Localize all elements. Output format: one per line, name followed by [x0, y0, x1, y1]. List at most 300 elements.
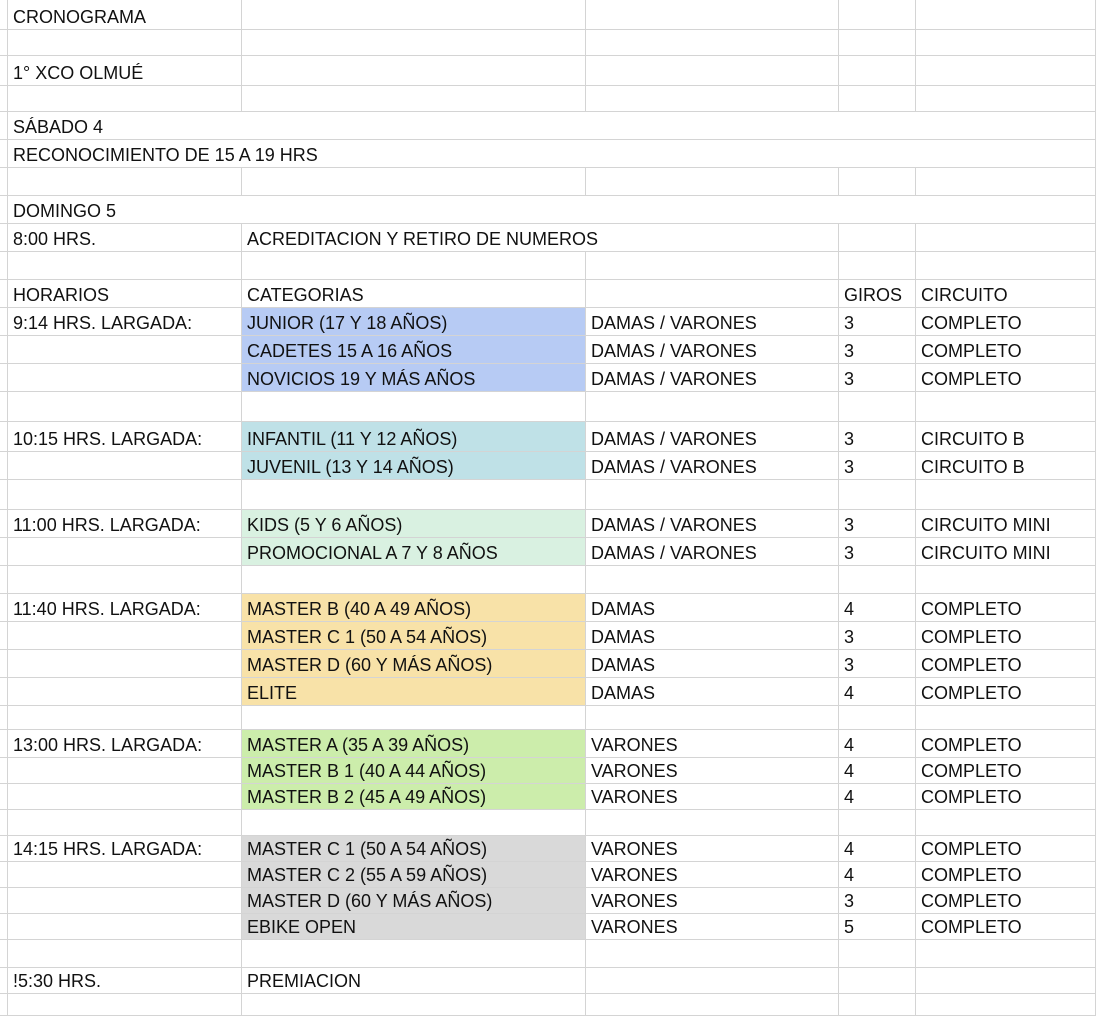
- cell-text: 3: [844, 341, 855, 361]
- row-gutter: [0, 862, 8, 888]
- cell-text: DAMAS / VARONES: [591, 515, 757, 535]
- cell-text: JUNIOR (17 Y 18 AÑOS): [247, 313, 448, 333]
- cell-categoria[interactable]: [242, 510, 586, 538]
- cell-giros[interactable]: [839, 280, 916, 308]
- cell-giros[interactable]: [839, 968, 916, 994]
- cell-circuito[interactable]: [916, 888, 1096, 914]
- cell-categoria[interactable]: [242, 836, 586, 862]
- row-gutter: [0, 86, 8, 112]
- row-gutter: [0, 422, 8, 452]
- row-gutter: [0, 784, 8, 810]
- cell-categoria[interactable]: [242, 566, 586, 594]
- cell-circuito[interactable]: [916, 940, 1096, 968]
- cell-text: DOMINGO 5: [13, 201, 117, 221]
- cell-horario[interactable]: [8, 510, 242, 538]
- cell-text: CIRCUITO MINI: [921, 515, 1051, 535]
- cell-text: VARONES: [591, 865, 678, 885]
- cell-text: CADETES 15 A 16 AÑOS: [247, 341, 453, 361]
- cell-genero[interactable]: [586, 836, 839, 862]
- row-gutter: [0, 196, 8, 224]
- cell-text: DAMAS / VARONES: [591, 543, 757, 563]
- cell-text: 1° XCO OLMUÉ: [13, 63, 144, 83]
- row-gutter: [0, 252, 8, 280]
- cell-text: COMPLETO: [921, 735, 1022, 755]
- row-gutter: [0, 112, 8, 140]
- cell-genero[interactable]: [586, 940, 839, 968]
- row-gutter: [0, 168, 8, 196]
- cell-text: MASTER C 1 (50 A 54 AÑOS): [247, 627, 488, 647]
- cell-giros[interactable]: [839, 914, 916, 940]
- cell-text: COMPLETO: [921, 917, 1022, 937]
- cell-genero[interactable]: [586, 758, 839, 784]
- row-gutter: [0, 706, 8, 730]
- cell-circuito[interactable]: [916, 862, 1096, 888]
- cell-horario[interactable]: [8, 538, 242, 566]
- cell-section-title[interactable]: [8, 140, 1096, 168]
- cell-text: CATEGORIAS: [247, 285, 364, 305]
- cell-text: COMPLETO: [921, 787, 1022, 807]
- cell-giros[interactable]: [839, 784, 916, 810]
- cell-genero[interactable]: [586, 452, 839, 480]
- cell-horario[interactable]: [8, 30, 242, 56]
- cell-text: MASTER B 1 (40 A 44 AÑOS): [247, 761, 487, 781]
- cell-horario[interactable]: [8, 168, 242, 196]
- cell-text: VARONES: [591, 917, 678, 937]
- cell-horario[interactable]: [8, 650, 242, 678]
- cell-text: DAMAS / VARONES: [591, 369, 757, 389]
- row-gutter: [0, 56, 8, 86]
- cell-horario[interactable]: [8, 678, 242, 706]
- cell-giros[interactable]: [839, 364, 916, 392]
- cell-text: DAMAS / VARONES: [591, 429, 757, 449]
- cell-categoria[interactable]: [242, 422, 586, 452]
- cell-categoria[interactable]: [242, 280, 586, 308]
- cell-giros[interactable]: [839, 422, 916, 452]
- cell-genero[interactable]: [586, 784, 839, 810]
- cell-circuito[interactable]: [916, 86, 1096, 112]
- row-gutter: [0, 510, 8, 538]
- cell-giros[interactable]: [839, 678, 916, 706]
- row-gutter: [0, 678, 8, 706]
- cell-circuito[interactable]: [916, 758, 1096, 784]
- cell-horario[interactable]: [8, 784, 242, 810]
- cell-text: VARONES: [591, 839, 678, 859]
- cell-circuito[interactable]: [916, 622, 1096, 650]
- cell-genero[interactable]: [586, 810, 839, 836]
- cell-horario[interactable]: [8, 566, 242, 594]
- cell-categoria[interactable]: [242, 650, 586, 678]
- cell-giros[interactable]: [839, 994, 916, 1016]
- cell-circuito[interactable]: [916, 224, 1096, 252]
- cell-text: 4: [844, 839, 855, 859]
- cell-giros[interactable]: [839, 836, 916, 862]
- cell-horario[interactable]: [8, 0, 242, 30]
- cell-genero[interactable]: [586, 336, 839, 364]
- cell-text: DAMAS: [591, 627, 656, 647]
- cell-categoria[interactable]: [242, 784, 586, 810]
- cell-text: CIRCUITO: [921, 285, 1008, 305]
- cell-text: 4: [844, 683, 855, 703]
- cell-giros[interactable]: [839, 452, 916, 480]
- cell-horario[interactable]: [8, 594, 242, 622]
- cell-categoria[interactable]: [242, 364, 586, 392]
- cell-giros[interactable]: [839, 940, 916, 968]
- cell-circuito[interactable]: [916, 452, 1096, 480]
- row-gutter: [0, 622, 8, 650]
- row-gutter: [0, 940, 8, 968]
- cell-genero[interactable]: [586, 168, 839, 196]
- cell-text: MASTER D (60 Y MÁS AÑOS): [247, 655, 493, 675]
- cell-giros[interactable]: [839, 888, 916, 914]
- cell-genero[interactable]: [586, 622, 839, 650]
- cell-giros[interactable]: [839, 862, 916, 888]
- cell-text: MASTER C 1 (50 A 54 AÑOS): [247, 839, 488, 859]
- row-gutter: [0, 810, 8, 836]
- cell-horario[interactable]: [8, 810, 242, 836]
- cell-categoria[interactable]: [242, 810, 586, 836]
- cell-text: DAMAS: [591, 683, 656, 703]
- cell-giros[interactable]: [839, 86, 916, 112]
- cell-genero[interactable]: [586, 0, 839, 30]
- row-gutter: [0, 888, 8, 914]
- cell-circuito[interactable]: [916, 730, 1096, 758]
- cell-genero[interactable]: [586, 650, 839, 678]
- cell-categoria[interactable]: [242, 994, 586, 1016]
- cell-text: 4: [844, 735, 855, 755]
- cell-categoria[interactable]: [242, 594, 586, 622]
- cell-circuito[interactable]: [916, 566, 1096, 594]
- row-gutter: [0, 758, 8, 784]
- cell-section-title[interactable]: [8, 112, 1096, 140]
- cell-genero[interactable]: [586, 86, 839, 112]
- cell-circuito[interactable]: [916, 510, 1096, 538]
- cell-genero[interactable]: [586, 56, 839, 86]
- cell-categoria[interactable]: [242, 940, 586, 968]
- cell-giros[interactable]: [839, 622, 916, 650]
- cell-text: INFANTIL (11 Y 12 AÑOS): [247, 429, 458, 449]
- cell-text: MASTER A (35 A 39 AÑOS): [247, 735, 470, 755]
- cell-genero[interactable]: [586, 968, 839, 994]
- cell-horario[interactable]: [8, 730, 242, 758]
- cell-text: 10:15 HRS. LARGADA:: [13, 429, 203, 449]
- cell-text: MASTER B (40 A 49 AÑOS): [247, 599, 472, 619]
- cell-genero[interactable]: [586, 566, 839, 594]
- cell-giros[interactable]: [839, 510, 916, 538]
- cell-horario[interactable]: [8, 914, 242, 940]
- cell-text: DAMAS / VARONES: [591, 341, 757, 361]
- cell-giros[interactable]: [839, 168, 916, 196]
- cell-categoria[interactable]: [242, 862, 586, 888]
- cell-genero[interactable]: [586, 422, 839, 452]
- cell-horario[interactable]: [8, 836, 242, 862]
- cell-horario[interactable]: [8, 452, 242, 480]
- row-gutter: [0, 280, 8, 308]
- cell-giros[interactable]: [839, 480, 916, 510]
- cell-text: PROMOCIONAL A 7 Y 8 AÑOS: [247, 543, 498, 563]
- cell-categoria[interactable]: [242, 706, 586, 730]
- cell-categoria[interactable]: [242, 308, 586, 336]
- cell-giros[interactable]: [839, 308, 916, 336]
- cell-text: COMPLETO: [921, 369, 1022, 389]
- cell-text: 3: [844, 655, 855, 675]
- cell-horario[interactable]: [8, 622, 242, 650]
- cell-horario[interactable]: [8, 758, 242, 784]
- cell-text: MASTER B 2 (45 A 49 AÑOS): [247, 787, 487, 807]
- cell-categoria[interactable]: [242, 224, 839, 252]
- cell-text: 4: [844, 787, 855, 807]
- cell-circuito[interactable]: [916, 968, 1096, 994]
- cell-text: 3: [844, 429, 855, 449]
- row-gutter: [0, 224, 8, 252]
- cell-text: GIROS: [844, 285, 903, 305]
- cell-text: VARONES: [591, 761, 678, 781]
- cell-text: ELITE: [247, 683, 298, 703]
- cell-text: COMPLETO: [921, 655, 1022, 675]
- cell-horario[interactable]: [8, 888, 242, 914]
- cell-text: JUVENIL (13 Y 14 AÑOS): [247, 457, 454, 477]
- cell-horario[interactable]: [8, 86, 242, 112]
- row-gutter: [0, 538, 8, 566]
- cell-text: MASTER C 2 (55 A 59 AÑOS): [247, 865, 488, 885]
- cell-giros[interactable]: [839, 810, 916, 836]
- cell-genero[interactable]: [586, 862, 839, 888]
- cell-text: 11:00 HRS. LARGADA:: [13, 515, 201, 535]
- row-gutter: [0, 566, 8, 594]
- cell-text: HORARIOS: [13, 285, 110, 305]
- cell-text: COMPLETO: [921, 839, 1022, 859]
- cell-text: COMPLETO: [921, 865, 1022, 885]
- row-gutter: [0, 594, 8, 622]
- cell-horario[interactable]: [8, 940, 242, 968]
- cell-text: SÁBADO 4: [13, 117, 104, 137]
- cell-text: RECONOCIMIENTO DE 15 A 19 HRS: [13, 145, 318, 165]
- cell-horario[interactable]: [8, 336, 242, 364]
- cell-text: 3: [844, 891, 855, 911]
- cell-horario[interactable]: [8, 364, 242, 392]
- cell-circuito[interactable]: [916, 0, 1096, 30]
- cell-text: 8:00 HRS.: [13, 229, 97, 249]
- cell-categoria[interactable]: [242, 392, 586, 422]
- cell-text: 3: [844, 543, 855, 563]
- cell-genero[interactable]: [586, 706, 839, 730]
- cell-text: ACREDITACION Y RETIRO DE NUMEROS: [247, 229, 599, 249]
- cell-giros[interactable]: [839, 538, 916, 566]
- cell-categoria[interactable]: [242, 678, 586, 706]
- cell-text: 4: [844, 599, 855, 619]
- cell-text: CIRCUITO B: [921, 429, 1025, 449]
- cell-categoria[interactable]: [242, 888, 586, 914]
- row-gutter: [0, 730, 8, 758]
- cell-text: 3: [844, 457, 855, 477]
- cell-giros[interactable]: [839, 392, 916, 422]
- cell-text: COMPLETO: [921, 341, 1022, 361]
- cell-text: VARONES: [591, 735, 678, 755]
- cell-text: 13:00 HRS. LARGADA:: [13, 735, 203, 755]
- cell-text: COMPLETO: [921, 627, 1022, 647]
- cell-categoria[interactable]: [242, 622, 586, 650]
- cell-categoria[interactable]: [242, 0, 586, 30]
- cell-categoria[interactable]: [242, 86, 586, 112]
- row-gutter: [0, 392, 8, 422]
- cell-circuito[interactable]: [916, 678, 1096, 706]
- cell-genero[interactable]: [586, 392, 839, 422]
- row-gutter: [0, 968, 8, 994]
- cell-text: 3: [844, 313, 855, 333]
- cell-genero[interactable]: [586, 364, 839, 392]
- cell-circuito[interactable]: [916, 422, 1096, 452]
- row-gutter: [0, 140, 8, 168]
- cell-giros[interactable]: [839, 336, 916, 364]
- cell-circuito[interactable]: [916, 810, 1096, 836]
- cell-circuito[interactable]: [916, 252, 1096, 280]
- cell-circuito[interactable]: [916, 56, 1096, 86]
- cell-circuito[interactable]: [916, 280, 1096, 308]
- cell-genero[interactable]: [586, 994, 839, 1016]
- cell-genero[interactable]: [586, 480, 839, 510]
- cell-giros[interactable]: [839, 730, 916, 758]
- cell-circuito[interactable]: [916, 480, 1096, 510]
- row-gutter: [0, 480, 8, 510]
- cell-horario[interactable]: [8, 308, 242, 336]
- cell-text: 14:15 HRS. LARGADA:: [13, 839, 203, 859]
- cell-text: VARONES: [591, 891, 678, 911]
- cell-section-title[interactable]: [8, 196, 1096, 224]
- cell-text: 3: [844, 515, 855, 535]
- cell-horario[interactable]: [8, 252, 242, 280]
- cell-giros[interactable]: [839, 224, 916, 252]
- cell-text: DAMAS / VARONES: [591, 457, 757, 477]
- cell-categoria[interactable]: [242, 336, 586, 364]
- cell-genero[interactable]: [586, 888, 839, 914]
- cell-giros[interactable]: [839, 758, 916, 784]
- cell-text: 4: [844, 865, 855, 885]
- cell-text: CRONOGRAMA: [13, 7, 147, 27]
- cell-categoria[interactable]: [242, 30, 586, 56]
- cell-text: NOVICIOS 19 Y MÁS AÑOS: [247, 369, 476, 389]
- cell-text: KIDS (5 Y 6 AÑOS): [247, 515, 403, 535]
- cell-giros[interactable]: [839, 706, 916, 730]
- cell-giros[interactable]: [839, 56, 916, 86]
- row-gutter: [0, 836, 8, 862]
- cell-text: DAMAS: [591, 599, 656, 619]
- row-gutter: [0, 308, 8, 336]
- cell-genero[interactable]: [586, 914, 839, 940]
- cell-text: COMPLETO: [921, 761, 1022, 781]
- cell-text: COMPLETO: [921, 313, 1022, 333]
- cell-horario[interactable]: [8, 280, 242, 308]
- cell-genero[interactable]: [586, 730, 839, 758]
- cell-text: 3: [844, 627, 855, 647]
- cell-genero[interactable]: [586, 538, 839, 566]
- cell-categoria[interactable]: [242, 452, 586, 480]
- cell-text: COMPLETO: [921, 599, 1022, 619]
- row-gutter: [0, 452, 8, 480]
- cell-text: 11:40 HRS. LARGADA:: [13, 599, 201, 619]
- cell-categoria[interactable]: [242, 968, 586, 994]
- cell-giros[interactable]: [839, 252, 916, 280]
- row-gutter: [0, 336, 8, 364]
- cell-circuito[interactable]: [916, 392, 1096, 422]
- cell-giros[interactable]: [839, 650, 916, 678]
- cell-horario[interactable]: [8, 392, 242, 422]
- cell-text: CIRCUITO MINI: [921, 543, 1051, 563]
- cell-categoria[interactable]: [242, 758, 586, 784]
- cell-text: DAMAS / VARONES: [591, 313, 757, 333]
- cell-text: PREMIACION: [247, 971, 362, 991]
- cell-circuito[interactable]: [916, 836, 1096, 862]
- cell-text: 5: [844, 917, 855, 937]
- row-gutter: [0, 994, 8, 1016]
- cell-categoria[interactable]: [242, 168, 586, 196]
- cell-text: 9:14 HRS. LARGADA:: [13, 313, 193, 333]
- cell-horario[interactable]: [8, 862, 242, 888]
- cell-text: CIRCUITO B: [921, 457, 1025, 477]
- cell-categoria[interactable]: [242, 914, 586, 940]
- cell-circuito[interactable]: [916, 594, 1096, 622]
- cell-giros[interactable]: [839, 0, 916, 30]
- cell-genero[interactable]: [586, 30, 839, 56]
- cell-circuito[interactable]: [916, 914, 1096, 940]
- cell-giros[interactable]: [839, 566, 916, 594]
- cell-circuito[interactable]: [916, 364, 1096, 392]
- cell-genero[interactable]: [586, 280, 839, 308]
- cell-horario[interactable]: [8, 706, 242, 730]
- cell-genero[interactable]: [586, 308, 839, 336]
- cell-genero[interactable]: [586, 252, 839, 280]
- cell-text: EBIKE OPEN: [247, 917, 357, 937]
- cell-horario[interactable]: [8, 994, 242, 1016]
- cell-horario[interactable]: [8, 224, 242, 252]
- cell-circuito[interactable]: [916, 30, 1096, 56]
- cell-circuito[interactable]: [916, 168, 1096, 196]
- cell-horario[interactable]: [8, 422, 242, 452]
- cell-horario[interactable]: [8, 56, 242, 86]
- cell-genero[interactable]: [586, 594, 839, 622]
- cell-circuito[interactable]: [916, 336, 1096, 364]
- row-gutter: [0, 0, 8, 30]
- cell-categoria[interactable]: [242, 480, 586, 510]
- cell-circuito[interactable]: [916, 994, 1096, 1016]
- cell-text: COMPLETO: [921, 683, 1022, 703]
- cell-horario[interactable]: [8, 968, 242, 994]
- cell-genero[interactable]: [586, 510, 839, 538]
- cell-categoria[interactable]: [242, 730, 586, 758]
- row-gutter: [0, 364, 8, 392]
- cell-horario[interactable]: [8, 480, 242, 510]
- cell-circuito[interactable]: [916, 308, 1096, 336]
- cell-categoria[interactable]: [242, 252, 586, 280]
- cell-text: DAMAS: [591, 655, 656, 675]
- cell-text: VARONES: [591, 787, 678, 807]
- cell-genero[interactable]: [586, 678, 839, 706]
- cell-categoria[interactable]: [242, 538, 586, 566]
- row-gutter: [0, 650, 8, 678]
- cell-text: 3: [844, 369, 855, 389]
- cell-text: COMPLETO: [921, 891, 1022, 911]
- cell-text: !5:30 HRS.: [13, 971, 102, 991]
- row-gutter: [0, 30, 8, 56]
- cell-text: MASTER D (60 Y MÁS AÑOS): [247, 891, 493, 911]
- cell-categoria[interactable]: [242, 56, 586, 86]
- cell-circuito[interactable]: [916, 706, 1096, 730]
- cell-giros[interactable]: [839, 30, 916, 56]
- cell-text: 4: [844, 761, 855, 781]
- cell-circuito[interactable]: [916, 538, 1096, 566]
- row-gutter: [0, 914, 8, 940]
- cell-giros[interactable]: [839, 594, 916, 622]
- cell-circuito[interactable]: [916, 650, 1096, 678]
- cell-circuito[interactable]: [916, 784, 1096, 810]
